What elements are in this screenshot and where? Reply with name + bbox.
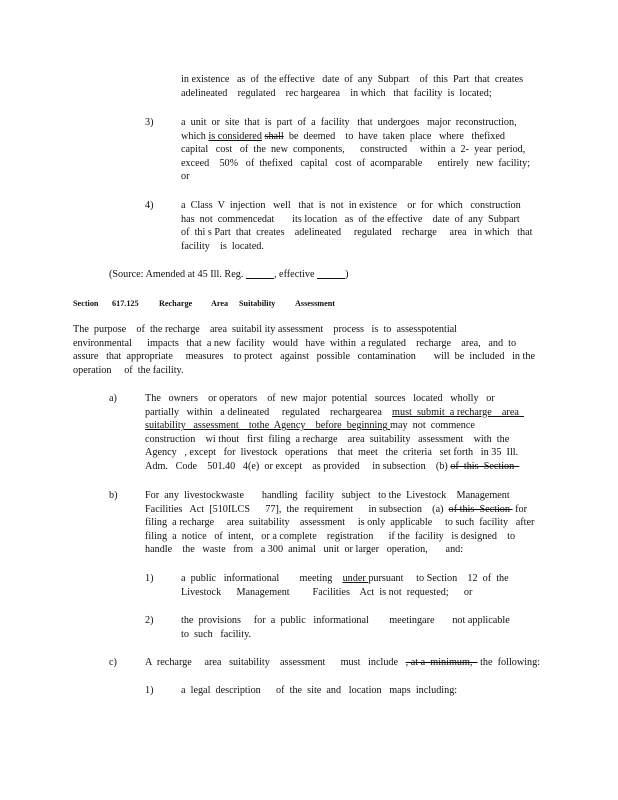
text-line	[181, 170, 533, 184]
intro-paragraph	[73, 323, 541, 377]
text-line	[181, 143, 533, 157]
text-line	[181, 130, 533, 144]
text-run: environmental impacts that a new facility would have within a regulated recharge area, and to	[73, 337, 517, 349]
sub-b1-text	[181, 572, 533, 599]
source-blank-2	[317, 269, 345, 280]
text-run: the following:	[477, 657, 541, 668]
source-prefix: (Source: Amended at 45 Ill. Reg.	[109, 269, 244, 280]
continued-item-text	[181, 73, 533, 100]
text-line	[181, 628, 533, 642]
text-run: the provisions for a public informational meetingare not applicable	[181, 615, 510, 626]
sub-c1-text	[181, 684, 533, 698]
text-line	[181, 199, 533, 213]
text-run: a Class V injection well that is not in existence or for which construction	[181, 200, 521, 211]
text-run: a legal description of the site and location maps including:	[181, 685, 458, 696]
item-4-number: 4)	[145, 200, 154, 211]
text-run: Livestock Management Facilities Act is not requested; or	[181, 586, 473, 598]
heading-section-number: 617.125	[112, 299, 139, 308]
sub-b2-number: 2)	[145, 615, 154, 626]
deleted-text: of this Section	[448, 503, 513, 515]
sub-b1-number: 1)	[145, 573, 154, 584]
text-run: Facilities Act [510ILCS 77], the requirement in subsection (a)	[145, 503, 449, 515]
source-note	[109, 268, 348, 282]
text-line	[181, 226, 533, 240]
text-run: construction wi thout first filing a recharge area suitability assessment with the	[145, 433, 510, 445]
inserted-text: must submit a recharge area	[392, 406, 524, 418]
text-line	[181, 586, 533, 600]
para-a-text	[145, 392, 541, 474]
text-line	[181, 240, 533, 254]
item-3-number: 3)	[145, 117, 154, 128]
text-line	[145, 406, 541, 420]
text-run: in existence as of the effective date of any Subpart of this Part that creates	[181, 74, 524, 85]
text-run: Agency , except for livestock operations that meet the criteria set forth in 35 Ill.	[145, 447, 519, 459]
text-run: The purpose of the recharge area suitabil ity assessment process is to assesspotential	[73, 324, 458, 335]
sub-b2-text	[181, 614, 533, 641]
heading-section-label: Section	[73, 299, 99, 308]
item-3-text	[181, 116, 533, 184]
text-run: facility is located.	[181, 240, 264, 252]
text-run: filing a notice of intent, or a complete registration if the facility is designed to	[145, 530, 516, 542]
text-line	[145, 392, 541, 406]
text-line	[145, 433, 541, 447]
text-run: handle the waste from a 300 animal unit or larger operation, and:	[145, 544, 464, 556]
inserted-text: suitability assessment tothe Agency before beginning	[145, 420, 391, 432]
text-line	[181, 684, 533, 698]
text-line	[181, 614, 533, 628]
text-run: a public informational meeting	[181, 573, 343, 584]
text-run: which	[181, 130, 209, 142]
text-run: operation of the facility.	[73, 364, 184, 376]
text-run: filing a recharge area suitability assessment is only applicable to such facility after	[145, 517, 535, 529]
text-run: capital cost of the new components, constructed within a 2- year period,	[181, 144, 526, 156]
text-run: partially within a delineated regulated rechargearea	[145, 406, 393, 418]
sub-c1-number: 1)	[145, 685, 154, 696]
para-c-text	[145, 656, 541, 670]
text-line	[145, 446, 541, 460]
text-line	[73, 323, 541, 337]
para-b-number: b)	[109, 490, 118, 501]
para-b-text	[145, 489, 541, 557]
text-run: a unit or site that is part of a facility that undergoes major reconstruction,	[181, 117, 517, 128]
text-run: pursuant to Section 12 of the	[368, 573, 509, 584]
source-blank-1	[246, 269, 274, 280]
heading-word-assessment: Assessment	[295, 299, 336, 308]
heading-word-suitability: Suitability	[239, 299, 276, 308]
text-line	[145, 543, 541, 557]
para-c-number: c)	[109, 657, 117, 668]
text-run: may not commence	[390, 420, 475, 432]
text-run: be deemed to have taken place where thefixed	[283, 130, 505, 142]
inserted-text: is considered	[208, 130, 262, 142]
text-run: for	[512, 503, 527, 515]
text-run: adelineated regulated rec hargearea in which that facility is located;	[181, 87, 492, 99]
item-4-text	[181, 199, 533, 253]
text-line	[145, 656, 541, 670]
text-line	[181, 73, 533, 87]
text-run: For any livestockwaste handling facility subject to the Livestock Management	[145, 490, 510, 501]
text-line	[145, 419, 541, 433]
text-run: A recharge area suitability assessment must include	[145, 657, 406, 668]
deleted-text: shall	[264, 130, 284, 142]
text-line	[73, 350, 541, 364]
text-line	[73, 364, 541, 378]
inserted-text: under	[342, 573, 369, 584]
text-line	[181, 157, 533, 171]
text-line	[181, 116, 533, 130]
text-run: assure that appropriate measures to protect against possible contamination will be included in the	[73, 351, 536, 363]
source-mid: , effective	[273, 269, 315, 280]
text-line	[181, 87, 533, 101]
text-line	[73, 337, 541, 351]
text-run: to such facility.	[181, 628, 252, 640]
para-a-number: a)	[109, 393, 117, 404]
text-run: Adm. Code 501.40 4(e) or except as provided in subsection (b)	[145, 460, 451, 472]
text-line	[145, 530, 541, 544]
text-line	[145, 489, 541, 503]
text-line	[145, 460, 541, 474]
text-line	[181, 213, 533, 227]
text-line	[145, 503, 541, 517]
text-line	[145, 516, 541, 530]
text-run: exceed 50% of thefixed capital cost of acomparable entirely new facility;	[181, 157, 531, 169]
heading-word-recharge: Recharge	[159, 299, 193, 308]
source-suffix: )	[345, 269, 349, 280]
text-run: or	[181, 171, 190, 183]
text-run: has not commencedat its location as of the effective date of any Subpart	[181, 213, 520, 225]
heading-word-area: Area	[211, 299, 229, 308]
text-run: of thi s Part that creates adelineated regulated recharge area in which that	[181, 227, 533, 239]
deleted-text: , at a minimum,	[405, 657, 478, 668]
text-line	[181, 572, 533, 586]
text-run: The owners or operators of new major potential sources located wholly or	[145, 393, 495, 404]
section-heading	[73, 297, 373, 311]
deleted-text: of this Section	[450, 460, 520, 472]
